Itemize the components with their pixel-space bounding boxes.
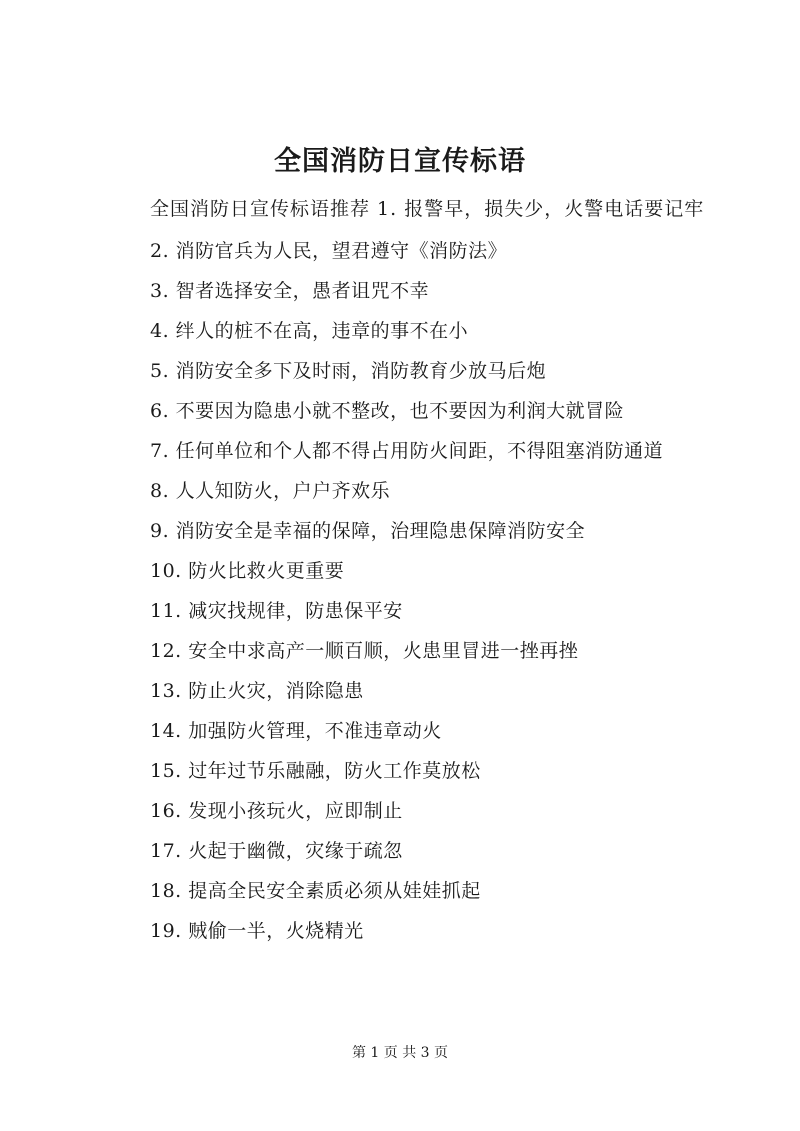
slogan-item: 16. 发现小孩玩火，应即制止: [150, 800, 403, 822]
document-body: [110, 191, 708, 951]
slogan-item: 12. 安全中求高产一顺百顺，火患里冒进一挫再挫: [150, 640, 579, 662]
slogan-item: 18. 提高全民安全素质必须从娃娃抓起: [150, 880, 481, 902]
slogan-item: 5. 消防安全多下及时雨，消防教育少放马后炮: [150, 360, 547, 382]
intro-paragraph: 全国消防日宣传标语推荐 1. 报警早，损失少，火警电话要记牢: [150, 198, 705, 220]
slogan-item: 17. 火起于幽微，灾缘于疏忽: [150, 840, 403, 862]
slogan-item: 4. 绊人的桩不在高，违章的事不在小: [150, 320, 469, 342]
slogan-item: 6. 不要因为隐患小就不整改，也不要因为利润大就冒险: [150, 400, 625, 422]
slogan-item: 13. 防止火灾，消除隐患: [150, 680, 364, 702]
slogan-list: [110, 231, 708, 951]
slogan-item: 2. 消防官兵为人民，望君遵守《消防法》: [150, 240, 508, 262]
slogan-item: 10. 防火比救火更重要: [150, 560, 345, 582]
slogan-item: 14. 加强防火管理，不准违章动火: [150, 720, 442, 742]
slogan-item: 8. 人人知防火，户户齐欢乐: [150, 480, 391, 502]
slogan-item: 9. 消防安全是幸福的保障，治理隐患保障消防安全: [150, 520, 586, 542]
document-title: 全国消防日宣传标语: [274, 146, 526, 177]
slogan-item: 11. 减灾找规律，防患保平安: [150, 600, 403, 622]
slogan-item: 3. 智者选择安全，愚者诅咒不幸: [150, 280, 430, 302]
page-footer: 第 1 页 共 3 页: [351, 1045, 449, 1061]
slogan-item: 7. 任何单位和个人都不得占用防火间距，不得阻塞消防通道: [150, 440, 664, 462]
slogan-item: 19. 贼偷一半，火烧精光: [150, 920, 364, 942]
slogan-item: 15. 过年过节乐融融，防火工作莫放松: [150, 760, 481, 782]
